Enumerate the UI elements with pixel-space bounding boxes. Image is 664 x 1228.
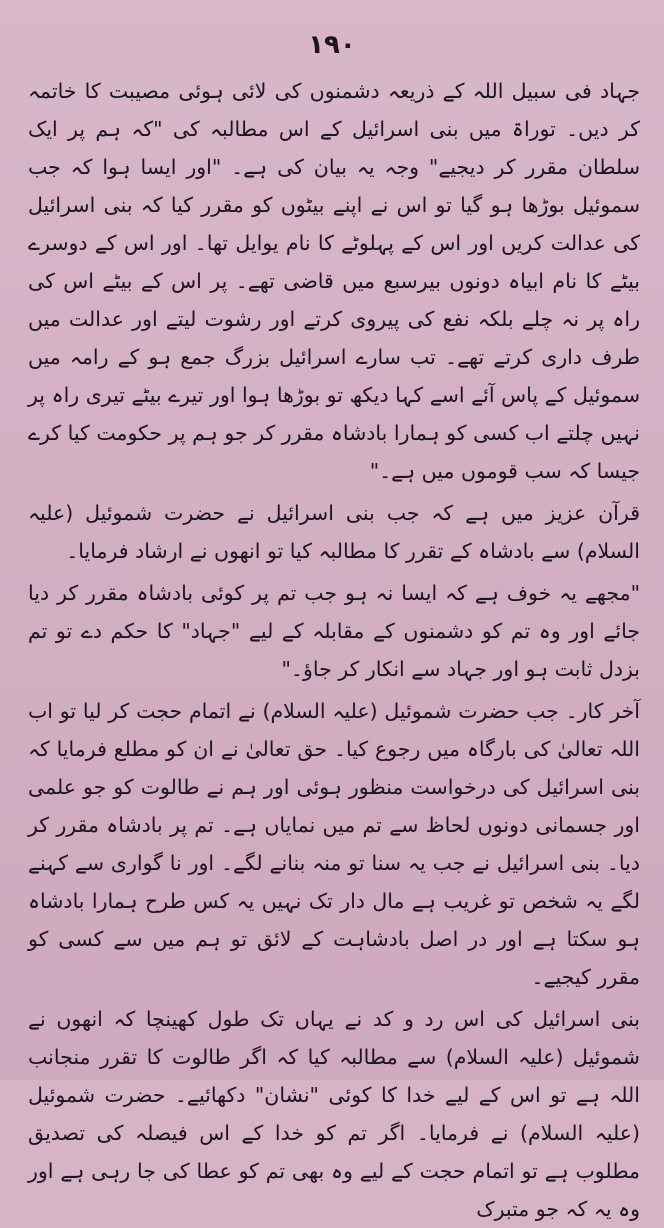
paragraph-1: جہاد فی سبیل اللہ کے ذریعہ دشمنوں کی لائی ہوئی مصیبت کا خاتمہ کر دیں۔ توراۃ میں بنی اسرائیل کے اس مطالبہ کی "کہ ہم پر ایک سلطان مقرر کر دیجیے" وجہ یہ بیان کی ہے۔ "اور ایسا ہوا کہ جب سموئیل بوڑھا ہو گیا تو اس نے اپنے بیٹوں کو مقرر کیا کہ بنی اسرائیل کی عدالت کریں اور اس کے پہلوٹے کا نام یوایل تھا۔ اور اس کے دوسرے بیٹے کا نام ابیاہ دونوں بیرسبع میں قاضی تھے۔ پر اس کے بیٹے اس کی راہ پر نہ چلے بلکہ نفع کی پیروی کرتے اور رشوت لیتے اور عدالت میں طرف داری کرتے تھے۔ تب سارے اسرائیل بزرگ جمع ہو کے رامہ میں سموئیل کے پاس آئے اسے کہا دیکھ تو بوڑھا ہوا اور تیرے بیٹے تیری راہ پر نہیں چلتے اب کسی کو ہمارا بادشاہ مقرر کر جو ہم پر حکومت کیا کرے جیسا کہ سب قوموں میں ہے۔" <box>28 79 640 483</box>
paragraph-2: قرآن عزیز میں ہے کہ جب بنی اسرائیل نے حضرت شموئیل (علیہ السلام) سے بادشاہ کے تقرر کا مطالبہ کیا تو انھوں نے ارشاد فرمایا۔ <box>28 501 640 563</box>
page-number: ۱۹۰ <box>308 30 356 60</box>
paragraph-5: بنی اسرائیل کی اس رد و کد نے یہاں تک طول کھینچا کہ انھوں نے شموئیل (علیہ السلام) سے مطالبہ کیا کہ اگر طالوت کا تقرر منجانب اللہ ہے تو اس کے لیے خدا کا کوئی "نشان" دکھائیے۔ حضرت شموئیل (علیہ السلام) نے فرمایا۔ اگر تم کو خدا کے اس فیصلہ کی تصدیق مطلوب ہے تو اتمام حجت کے لیے وہ بھی تم کو عطا کی جا رہی ہے اور وہ یہ کہ جو متبرک <box>28 1007 640 1221</box>
paragraph-4: آخر کار۔ جب حضرت شموئیل (علیہ السلام) نے اتمام حجت کر لیا تو اب اللہ تعالیٰ کی بارگاہ میں رجوع کیا۔ حق تعالیٰ نے ان کو مطلع فرمایا کہ بنی اسرائیل کی درخواست منظور ہوئی اور ہم نے طالوت کو جو علمی اور جسمانی دونوں لحاظ سے تم میں نمایاں ہے۔ تم پر بادشاہ مقرر کر دیا۔ بنی اسرائیل نے جب یہ سنا تو منہ بنانے لگے۔ اور نا گواری سے کہنے لگے یہ شخص تو غریب ہے مال دار تک نہیں یہ کس طرح ہمارا بادشاہ ہو سکتا ہے اور در اصل بادشاہت کے لائق تو ہم میں سے کسی کو مقرر کیجیے۔ <box>28 699 640 989</box>
paragraph-3-quote: "مجھے یہ خوف ہے کہ ایسا نہ ہو جب تم پر کوئی بادشاہ مقرر کر دیا جائے اور وہ تم کو دشمنوں کے مقابلہ کے لیے "جہاد" کا حکم دے تو تم بزدل ثابت ہو اور جہاد سے انکار کر جاؤ۔" <box>28 581 640 681</box>
page-body-text <box>28 72 640 1228</box>
